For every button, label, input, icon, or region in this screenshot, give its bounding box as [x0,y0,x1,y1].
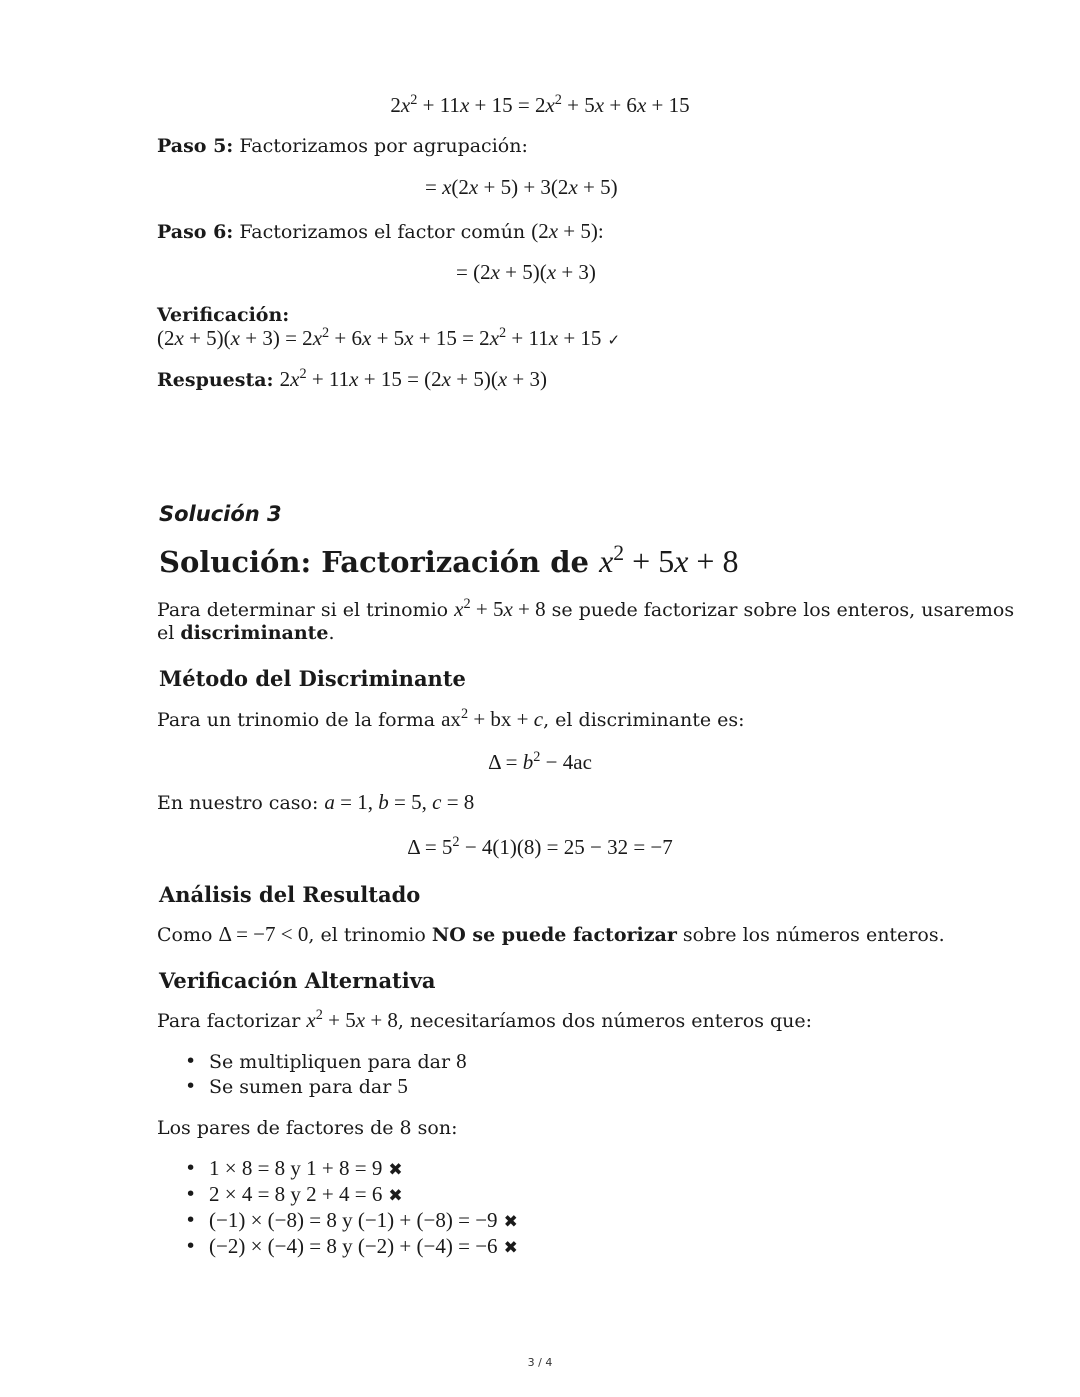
heading-metodo: Método del Discriminante [159,666,466,691]
pairs-list [185,1156,518,1260]
analisis-text: Como Δ = −7 < 0, el trinomio NO se puede factorizar sobre los números enteros. [157,922,945,946]
paso5-line [157,134,528,158]
analisis-bold: NO se puede factorizar [431,924,677,946]
caso-math: a = 1, b = 5, c = 8 [324,790,475,814]
cross-icon: ✖ [503,1238,518,1258]
metodo-text: Para un trinomio de la forma $ax^2$ + bx + c, el discriminante es: [157,706,745,731]
discriminant-calc: $\Delta = 5^2 - 4(1)(8) = 25 - 32 = -7$ [407,834,673,859]
caso-line: En nuestro caso: a = 1, b = 5, c = 8 [157,790,475,814]
paso6-text: Factorizamos el factor común [239,221,526,243]
pairs-intro: Los pares de factores de 8 son: [157,1117,458,1139]
section-subtitle: Solución 3 [159,502,282,526]
page-title: Solución: Factorización de $x^2 + 5x + 8$ [159,541,739,579]
metodo-math: $ax^2$ + bx + c [441,706,544,731]
title-math: $x^2 + 5x + 8$ [599,541,739,579]
intro-math: $x^2 + 5x + 8$ [454,596,546,621]
paso5-label: Paso 5: [157,135,234,157]
heading-alternativa: Verificación Alternativa [159,968,436,993]
respuesta-equation: $2x^2 + 11x + 15 = (2x + 5)(x + 3)$ [279,366,548,391]
conditions-list [185,1049,467,1099]
list-item: • 2 × 4 = 8 y 2 + 4 = 6 ✖ [185,1182,403,1206]
respuesta-line [157,367,547,392]
intro-line-2: el discriminante. [157,622,335,644]
alternativa-math: $x^2 + 5x + 8$ [306,1007,398,1032]
verificacion-label: Verificación: [157,304,290,326]
respuesta-label: Respuesta: [157,369,274,391]
list-item: • 1 × 8 = 8 y 1 + 8 = 9 ✖ [185,1156,403,1180]
verificacion-equation: $(2x + 5)(x + 3) = 2x^2 + 6x + 5x + 15 = 2x^2 + 11x + 15$ [157,325,602,350]
heading-analisis: Análisis del Resultado [159,882,421,907]
page-number: 3 / 4 [527,1356,553,1369]
discriminant-formula: $\Delta = b^2 - 4ac$ [488,749,592,774]
check-icon: ✓ [607,331,621,349]
paso5-equation: = x(2x + 5) + 3(2x + 5) [425,175,618,199]
list-item: • (−2) × (−4) = 8 y (−2) + (−4) = −6 ✖ [185,1234,518,1258]
cross-icon: ✖ [388,1160,403,1180]
intro-line-1: Para determinar si el trinomio $x^2 + 5x + 8$ se puede factorizar sobre los enteros, usaremos [157,596,1015,621]
paso5-text: Factorizamos por agrupación: [239,135,528,157]
equation-expansion: $2x^2 + 11x + 15 = 2x^2 + 5x + 6x + 15$ [390,92,690,117]
paso6-line [157,219,604,244]
intro-bold: discriminante [180,622,329,644]
list-item: • (−1) × (−8) = 8 y (−1) + (−8) = −9 ✖ [185,1208,518,1232]
cross-icon: ✖ [503,1212,518,1232]
alternativa-text: Para factorizar $x^2 + 5x + 8$, necesitaríamos dos números enteros que: [157,1007,813,1032]
paso6-label: Paso 6: [157,221,234,243]
list-item: • Se sumen para dar 5 [185,1074,408,1098]
cross-icon: ✖ [388,1186,403,1206]
paso6-factor: (2x + 5): [531,219,604,243]
paso6-equation: = (2x + 5)(x + 3) [456,260,596,284]
analisis-math: Δ = −7 < 0 [218,922,309,946]
verificacion-line [157,326,620,352]
list-item: • Se multipliquen para dar 8 [185,1049,467,1073]
